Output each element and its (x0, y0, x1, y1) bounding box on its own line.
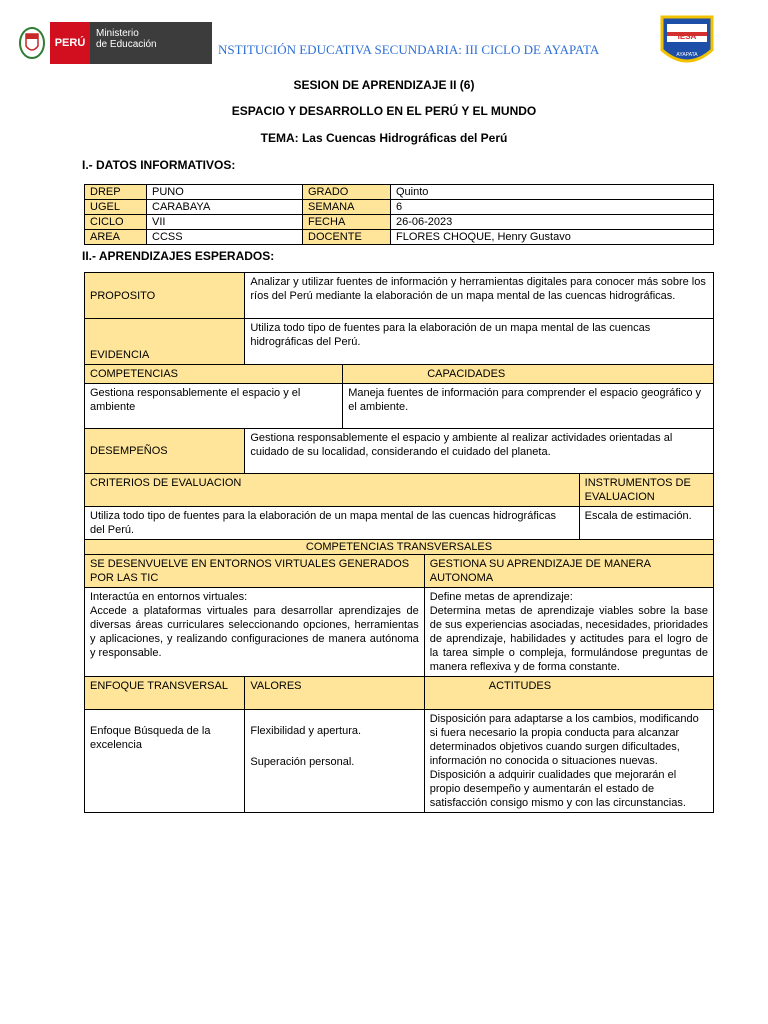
actitud-2: Disposición a adquirir cualidades que mejorarán el propio desempeño y aumentarán el estado de satisfacción consigo mismo y con las circunstancias. (429, 769, 686, 809)
autonoma-content (424, 588, 713, 677)
info-key: UGEL (85, 200, 147, 215)
enfoque-header: ENFOQUE TRANSVERSAL (85, 677, 245, 710)
ministry-line2: de Educación (96, 39, 157, 50)
subject-title: ESPACIO Y DESARROLLO EN EL PERÚ Y EL MUNDO (231, 104, 537, 118)
evidencia-label: EVIDENCIA (85, 319, 245, 365)
info-table (84, 184, 714, 245)
autonoma-title: Define metas de aprendizaje: (429, 591, 573, 603)
table-row (85, 230, 714, 245)
info-value: CCSS (147, 230, 303, 245)
table-row (85, 507, 714, 540)
table-row (85, 384, 714, 429)
section-datos: I.- DATOS INFORMATIVOS: (82, 158, 236, 172)
autonoma-text: Determina metas de aprendizaje viables sobre la base de sus experiencias asociadas, necesidades, prioridades de aprendizaje, habilidades y actitudes para el logro de la tarea simple o compleja, formulándose preguntas de manera reflexiva y de forma constante. (429, 605, 708, 673)
table-row (85, 710, 714, 813)
ministry-line1: Ministerio (96, 28, 139, 39)
info-value: PUNO (147, 185, 303, 200)
info-value: Quinto (391, 185, 714, 200)
tic-text: Accede a plataformas virtuales para desarrollar aprendizajes de diversas áreas curriculares seleccionando opciones, herramientas y aplicaciones, y realizando configuraciones de manera autónoma y responsable. (90, 605, 419, 659)
crest-subtext: AYAPATA (676, 52, 698, 58)
competencia-text: Gestiona responsablemente el espacio y el ambiente (85, 384, 343, 429)
capacidad-text: Maneja fuentes de información para comprender el espacio geográfico y el ambiente. (343, 384, 714, 429)
criterios-text: Utiliza todo tipo de fuentes para la elaboración de un mapa mental de las cuencas hidrográficas del Perú. (85, 507, 580, 540)
tic-header: SE DESENVUELVE EN ENTORNOS VIRTUALES GENERADOS POR LAS TIC (85, 555, 425, 588)
session-title: SESION DE APRENDIZAJE II (6) (293, 78, 475, 92)
valores-header: VALORES (245, 677, 424, 710)
topic-title: TEMA: Las Cuencas Hidrográficas del Perú (260, 131, 508, 145)
desempenos-text: Gestiona responsablemente el espacio y ambiente al realizar actividades orientadas al cuidado de su localidad, considerando el cuidado del planeta. (245, 429, 714, 474)
valor-2: Superación personal. (250, 756, 355, 768)
table-row (85, 200, 714, 215)
table-row (85, 429, 714, 474)
table-row (85, 273, 714, 319)
valor-1: Flexibilidad y apertura. (250, 725, 362, 737)
info-value: CARABAYA (147, 200, 303, 215)
desempenos-label: DESEMPEÑOS (85, 429, 245, 474)
peru-shield-icon (14, 22, 50, 64)
peru-label: PERÚ (50, 22, 90, 64)
enfoque-text: Enfoque Búsqueda de la excelencia (85, 710, 245, 813)
table-row (85, 588, 714, 677)
info-key: FECHA (303, 215, 391, 230)
evidencia-text: Utiliza todo tipo de fuentes para la elaboración de un mapa mental de las cuencas hidrográficas del Perú. (245, 319, 714, 365)
table-row (85, 474, 714, 507)
instrumentos-header: INSTRUMENTOS DE EVALUACION (579, 474, 713, 507)
school-crest-icon (659, 14, 715, 72)
info-key: DREP (85, 185, 147, 200)
crest-text: IESA (677, 32, 697, 41)
autonoma-header: GESTIONA SU APRENDIZAJE DE MANERA AUTONOMA (424, 555, 713, 588)
school-name: NSTITUCIÓN EDUCATIVA SECUNDARIA: III CICLO DE AYAPATA (218, 42, 600, 57)
info-key: DOCENTE (303, 230, 391, 245)
info-key: CICLO (85, 215, 147, 230)
capacidades-header: CAPACIDADES (343, 365, 714, 384)
info-value: VII (147, 215, 303, 230)
table-row (85, 677, 714, 710)
section-aprendizajes: II.- APRENDIZAJES ESPERADOS: (82, 249, 275, 263)
table-row (85, 540, 714, 555)
info-value: 6 (391, 200, 714, 215)
info-key: AREA (85, 230, 147, 245)
transversales-header: COMPETENCIAS TRANSVERSALES (85, 540, 714, 555)
info-value: FLORES CHOQUE, Henry Gustavo (391, 230, 714, 245)
table-row (85, 365, 714, 384)
table-row (85, 319, 714, 365)
table-row (85, 555, 714, 588)
ministry-label (90, 22, 212, 64)
table-row (85, 185, 714, 200)
tic-content (85, 588, 425, 677)
actitudes-header: ACTITUDES (424, 677, 713, 710)
ministry-logo (14, 22, 212, 64)
info-value: 26-06-2023 (391, 215, 714, 230)
learning-table (84, 272, 714, 813)
table-row (85, 215, 714, 230)
proposito-label: PROPOSITO (85, 273, 245, 319)
instrumentos-text: Escala de estimación. (579, 507, 713, 540)
tic-title: Interactúa en entornos virtuales: (90, 591, 248, 603)
actitud-1: Disposición para adaptarse a los cambios, modificando si fuera necesario la propia conducta para alcanzar determinados objetivos cuando surgen dificultades, información no conocida o situaciones nuevas. (429, 713, 699, 767)
competencias-header: COMPETENCIAS (85, 365, 343, 384)
info-key: SEMANA (303, 200, 391, 215)
actitudes-content (424, 710, 713, 813)
proposito-text: Analizar y utilizar fuentes de información y herramientas digitales para conocer más sobre los ríos del Perú mediante la elaboración de un mapa mental de las cuencas hidrográficas. (245, 273, 714, 319)
valores-content (245, 710, 424, 813)
criterios-header: CRITERIOS DE EVALUACION (85, 474, 580, 507)
info-key: GRADO (303, 185, 391, 200)
